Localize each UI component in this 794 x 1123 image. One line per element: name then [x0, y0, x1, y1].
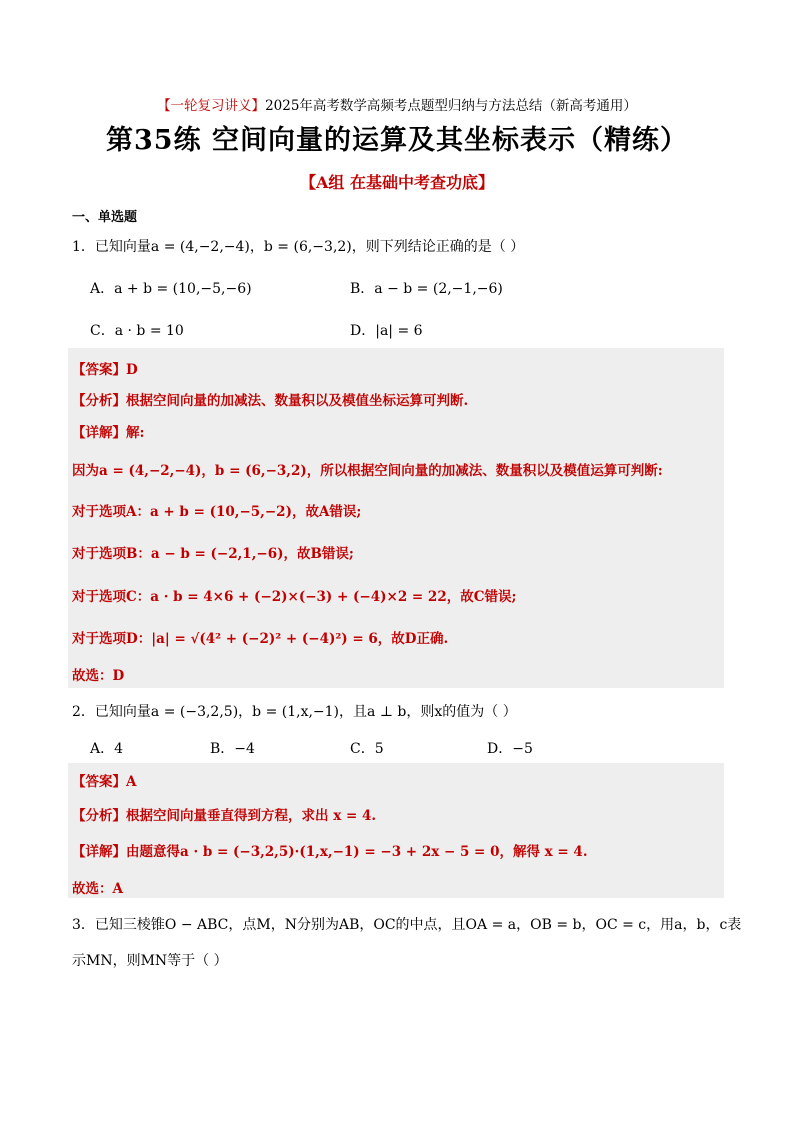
- q2-choose: 故选：A: [72, 881, 123, 897]
- q1-detail-line-1: 因为a = (4,−2,−4)，b = (6,−3,2)，所以根据空间向量的加减法、数量积以及模值运算可判断:: [72, 463, 663, 479]
- series-description: 2025年高考数学高频考点题型归纳与方法总结（新高考通用）: [265, 98, 637, 114]
- q1-detail-line-2: 对于选项A：a + b = (10,−5,−2)，故A错误;: [72, 504, 362, 520]
- q2-option-c: C．5: [350, 741, 384, 757]
- q1-option-b: B．a − b = (2,−1,−6): [350, 281, 503, 297]
- q2-detail-text: 由题意得a · b = (−3,2,5)·(1,x,−1) = −3 + 2x − 5 = 0，解得 x = 4.: [126, 844, 588, 860]
- q1-answer: [72, 358, 138, 378]
- q1-analysis-text: 根据空间向量的加减法、数量积以及模值坐标运算可判断.: [126, 393, 469, 409]
- page-title: 第35练 空间向量的运算及其坐标表示（精练）: [106, 125, 688, 156]
- q2-option-b: B．−4: [210, 741, 255, 757]
- q1-choose: 故选：D: [72, 668, 125, 684]
- q1-stem: 1．已知向量a = (4,−2,−4)，b = (6,−3,2)，则下列结论正确的是（ ）: [72, 239, 525, 255]
- q2-answer-value: A: [126, 774, 137, 790]
- q1-detail-line-5: 对于选项D：|a| = √(4² + (−2)² + (−4)²) = 6，故D正确.: [72, 631, 449, 647]
- q2-detail-label: 【详解】: [72, 844, 126, 860]
- q2-analysis-label: 【分析】: [72, 808, 126, 824]
- q2-answer-label: 【答案】: [72, 774, 126, 790]
- q1-answer-value: D: [126, 362, 138, 378]
- q1-detail-line-4: 对于选项C：a · b = 4×6 + (−2)×(−3) + (−4)×2 = 22，故C错误;: [72, 589, 517, 605]
- q1-analysis-label: 【分析】: [72, 393, 126, 409]
- q1-detail: [72, 421, 144, 441]
- q2-analysis: [72, 804, 376, 824]
- q2-detail: [72, 840, 588, 860]
- q2-option-d: D．−5: [487, 741, 533, 757]
- q2-stem: 2．已知向量a = (−3,2,5)，b = (1,x,−1)，且a ⊥ b，则x的值为（ ）: [72, 704, 517, 720]
- q1-detail-line-3: 对于选项B：a − b = (−2,1,−6)，故B错误;: [72, 546, 354, 562]
- q1-option-a: A．a + b = (10,−5,−6): [90, 281, 252, 297]
- q1-answer-label: 【答案】: [72, 362, 126, 378]
- q1-option-c: C．a · b = 10: [90, 323, 184, 339]
- q3-stem-line-2: 示MN，则MN等于（ ）: [72, 953, 228, 969]
- section-heading: 一、单选题: [72, 210, 138, 225]
- q1-detail-label: 【详解】: [72, 425, 126, 441]
- q1-option-d: D．|a| = 6: [350, 323, 423, 339]
- q2-analysis-text: 根据空间向量垂直得到方程，求出 x = 4.: [126, 808, 377, 824]
- q1-detail-text: 解:: [126, 425, 145, 441]
- group-title: 【A组 在基础中考查功底】: [300, 173, 494, 192]
- q2-option-a: A．4: [90, 741, 124, 757]
- q2-solution-box: [68, 763, 724, 898]
- q3-stem-line-1: 3．已知三棱锥O − ABC，点M，N分别为AB，OC的中点，且OA = a，OB = b，OC = c，用a，b，c表: [72, 917, 742, 933]
- q2-answer: [72, 770, 136, 790]
- q1-analysis: [72, 389, 468, 409]
- series-bracket-label: 【一轮复习讲义】: [157, 98, 266, 114]
- series-subtitle: [0, 94, 794, 114]
